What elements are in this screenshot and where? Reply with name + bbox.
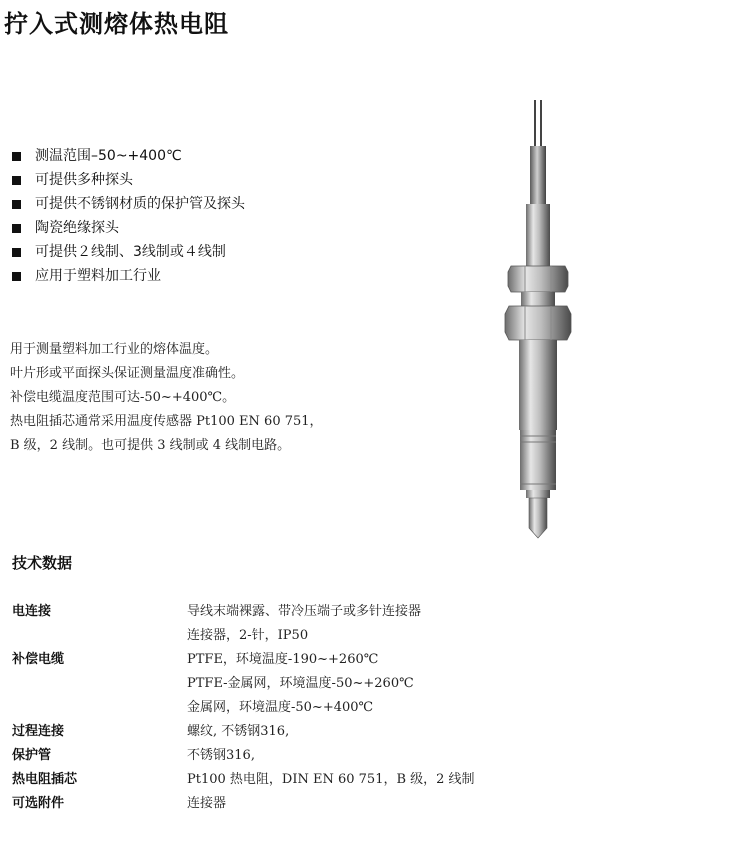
spec-value: 金属网，环境温度-50~+400℃	[187, 700, 374, 715]
spec-row	[12, 648, 612, 720]
feature-text: 陶瓷绝缘探头	[35, 220, 119, 236]
spec-value: 连接器，2-针，IP50	[187, 628, 309, 643]
description-line: 叶片形或平面探头保证测量温度准确性。	[10, 366, 245, 381]
spec-label: 热电阻插芯	[12, 772, 78, 787]
square-bullet-icon	[12, 272, 21, 281]
feature-item	[12, 144, 245, 168]
feature-item	[12, 264, 245, 288]
feature-item	[12, 216, 245, 240]
description-line: B 级，2 线制。也可提供 3 线制或 4 线制电路。	[10, 438, 291, 453]
description-line: 热电阻插芯通常采用温度传感器 Pt100 EN 60 751，	[10, 414, 323, 429]
description-line: 用于测量塑料加工行业的熔体温度。	[10, 342, 219, 357]
page-title: 拧入式测熔体热电阻	[4, 10, 229, 38]
spec-label: 过程连接	[12, 724, 65, 739]
spec-row	[12, 600, 612, 648]
square-bullet-icon	[12, 152, 21, 161]
spec-label: 补偿电缆	[12, 652, 65, 667]
spec-label: 可选附件	[12, 796, 65, 811]
square-bullet-icon	[12, 248, 21, 257]
spec-table	[12, 600, 612, 816]
spec-value: 导线末端裸露、带冷压端子或多针连接器	[187, 604, 422, 619]
feature-text: 应用于塑料加工行业	[35, 268, 161, 284]
spec-value: Pt100 热电阻，DIN EN 60 751，B 级，2 线制	[187, 772, 475, 787]
feature-text: 可提供多种探头	[35, 172, 133, 188]
tech-data-title: 技术数据	[12, 554, 73, 572]
spec-row	[12, 720, 612, 744]
spec-value: 不锈钢316,	[187, 748, 255, 763]
spec-row	[12, 792, 612, 816]
spec-value: 螺纹, 不锈钢316,	[187, 724, 290, 739]
feature-item	[12, 192, 245, 216]
spec-values	[187, 744, 255, 768]
feature-item	[12, 240, 245, 264]
probe-image	[480, 100, 600, 545]
spec-row	[12, 768, 612, 792]
spec-values	[187, 648, 414, 720]
square-bullet-icon	[12, 200, 21, 209]
spec-label: 电连接	[12, 604, 52, 619]
spec-values	[187, 600, 421, 648]
feature-text: 可提供不锈钢材质的保护管及探头	[35, 196, 245, 212]
spec-values	[187, 792, 226, 816]
spec-value: 连接器	[187, 796, 227, 811]
spec-value: PTFE，环境温度-190~+260℃	[187, 652, 379, 667]
description	[10, 338, 323, 458]
description-line: 补偿电缆温度范围可达-50~+400℃。	[10, 390, 236, 405]
spec-label: 保护管	[12, 748, 52, 763]
square-bullet-icon	[12, 224, 21, 233]
spec-value: PTFE-金属网，环境温度-50~+260℃	[187, 676, 414, 691]
feature-item	[12, 168, 245, 192]
spec-row	[12, 744, 612, 768]
spec-values	[187, 768, 475, 792]
spec-values	[187, 720, 289, 744]
feature-text: 测温范围–50~+400℃	[35, 148, 182, 164]
feature-text: 可提供２线制、3线制或４线制	[35, 244, 226, 260]
square-bullet-icon	[12, 176, 21, 185]
feature-list	[12, 144, 245, 288]
